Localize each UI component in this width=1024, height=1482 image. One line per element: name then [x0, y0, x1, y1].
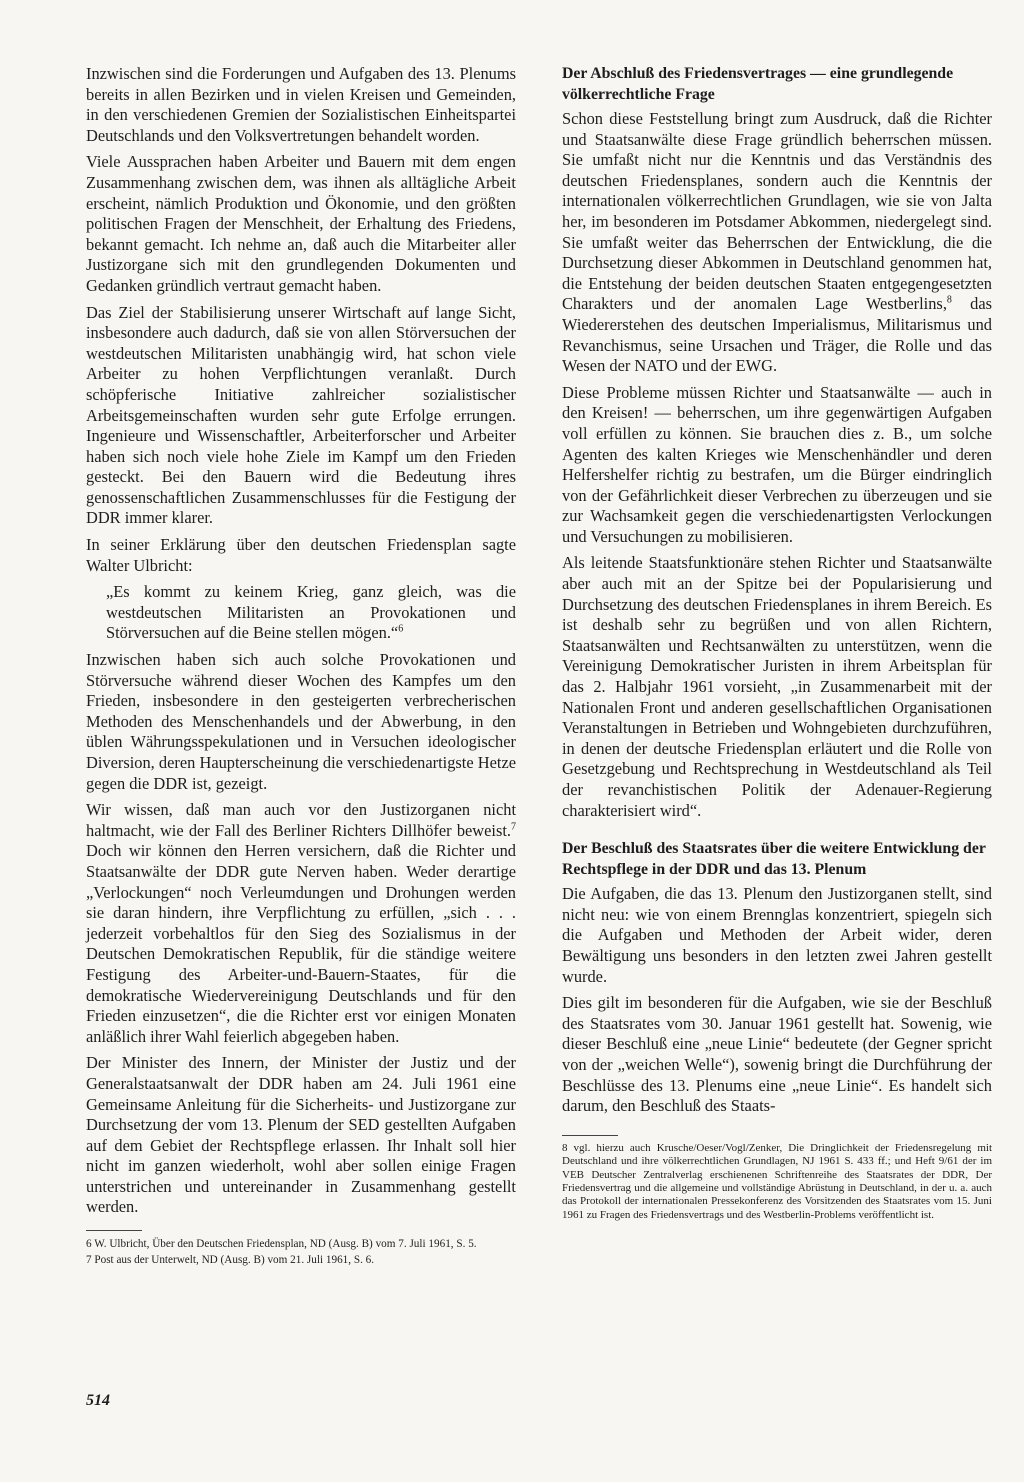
paragraph: Als leitende Staatsfunktionäre stehen Richter und Staatsanwälte aber auch mit an der Spitze bei der Popularisierung und Durchsetzung des deutschen Friedensplanes in ihrem Bereich. Es ist deshalb sehr zu begrüßen und von allen Richtern, Staatsanwälten und Rechtsanwälten zu unterstützen, wenn die Vereinigung Demokratischer Juristen in ihrem Arbeitsplan für das 2. Halbjahr 1961 vorsieht, „in Zusammenarbeit mit der Nationalen Front und anderen gesellschaftlichen Organisationen Veranstaltungen in Betrieben und Wohngebieten durchzuführen, in denen der deutsche Friedensplan erläutert und die Rolle von Gesetzgebung und Rechtsprechung in Westdeutschland als Teil der revanchistischen Politik der Adenauer-Regierung charakterisiert wird“.	[562, 553, 992, 820]
paragraph-text: Schon diese Feststellung bringt zum Ausdruck, daß die Richter und Staatsanwälte diese Frage gründlich beherrschen müssen. Sie umfaßt nicht nur die Kenntnis und das Verständnis des deutschen Friedensplanes, sondern auch die Kenntnis der internationalen völkerrechtlichen Grundlagen, wie sie von Jalta her, im besonderen im Potsdamer Abkommen, niedergelegt sind. Sie umfaßt weiter das Beherrschen der Entwicklung, die die Durchsetzung dieser Abkommen in Deutschland genommen hat, die Entstehung der beiden deutschen Staaten entgegengesetzten Charakters und der anomalen Lage Westberlins,	[562, 109, 992, 314]
paragraph	[86, 800, 516, 1047]
footnote-ref-7: 7	[511, 821, 516, 833]
paragraph: Die Aufgaben, die das 13. Plenum den Justizorganen stellt, sind nicht neu: wie von einem Brennglas konzentriert, spiegeln sich die Aufgaben und Methoden der Arbeit wider, deren Bewältigung uns besonders in den letzten zwei Jahren gestellt wurde.	[562, 884, 992, 986]
paragraph: Inzwischen sind die Forderungen und Aufgaben des 13. Plenums bereits in allen Bezirken und in vielen Kreisen und Gemeinden, in den verschiedenen Gremien der Sozialistischen Einheitspartei Deutschlands und den Volksvertretungen behandelt worden.	[86, 64, 516, 145]
paragraph: Diese Probleme müssen Richter und Staatsanwälte — auch in den Kreisen! — beherrschen, um ihre gegenwärtigen Aufgaben voll erfüllen zu können. Sie brauchen dies z. B., um solche Agenten des kalten Krieges wie Menschenhändler und deren Helfershelfer richtig zu bestrafen, um die Bürger eindringlich von der Gefährlichkeit dieser Verbrechen zu überzeugen und sie zur Wachsamkeit gegen die verschiedenartigsten Verlockungen und Versuchungen zu mobilisieren.	[562, 382, 992, 546]
section-heading: Der Beschluß des Staatsrates über die weitere Entwicklung der Rechtspflege in der DDR und das 13. Plenum	[562, 840, 986, 878]
footnote-8: 8 vgl. hierzu auch Krusche/Oeser/Vogl/Zenker, Die Dringlichkeit der Friedensregelung mit Deutschland und ihre völkerrechtlichen Grundlagen, NJ 1961 S. 433 ff.; und Heft 9/61 der im VEB Deutscher Zentralverlag erschienenen Schriftenreihe des Staatsrates der DDR, Der Friedensvertrag und die allgemeine und vollständige Abrüstung in Deutschland, in der u. a. auch das Protokoll der internationalen Pressekonferenz des Vorsitzenden des Staatsrates vom 15. Juni 1961 zu Fragen des Friedensvertrags und des Westberlin-Problems veröffentlicht ist.	[562, 1141, 992, 1221]
footnote-rule	[86, 1230, 142, 1231]
right-column	[562, 64, 992, 1224]
left-column	[86, 64, 516, 1270]
footnote-rule	[562, 1135, 618, 1136]
paragraph: Viele Aussprachen haben Arbeiter und Bauern mit dem engen Zusammenhang zwischen dem, was ihnen als alltägliche Arbeit erscheint, nämlich Produktion und Ökonomie, und den größten politischen Fragen der Menschheit, der Erhaltung des Friedens, bekannt gemacht. Ich nehme an, daß auch die Mitarbeiter aller Justizorgane sich mit den grundlegenden Dokumenten und Gedanken gründlich vertraut gemacht haben.	[86, 152, 516, 295]
footnote-7: 7 Post aus der Unterwelt, ND (Ausg. B) vom 21. Juli 1961, S. 6.	[86, 1254, 375, 1267]
footnote-6: 6 W. Ulbricht, Über den Deutschen Friedensplan, ND (Ausg. B) vom 7. Juli 1961, S. 5.	[86, 1238, 477, 1251]
paragraph: Dies gilt im besonderen für die Aufgaben, wie sie der Beschluß des Staatsrates vom 30. Januar 1961 gestellt hat. Sowenig, wie dieser Beschluß eine „neue Linie“ bedeutete (der Gegner spricht von der „weichen Welle“), sowenig bringt die Durchführung der Beschlüsse des 13. Plenums eine „neue Linie“. Es handelt sich darum, den Beschluß des Staats-	[562, 993, 992, 1116]
paragraph-text: Wir wissen, daß man auch vor den Justizorganen nicht haltmacht, wie der Fall des Berliner Richters Dillhöfer beweist.	[86, 800, 516, 840]
paragraph: Das Ziel der Stabilisierung unserer Wirtschaft auf lange Sicht, insbesondere auch dadurch, daß sie von allen Störversuchen der westdeutschen Militaristen unabhängig wird, hat schon viele Arbeiter zu hohen Verpflichtungen veranlaßt. Durch schöpferische Initiative zahlreicher sozialistischer Arbeitsgemeinschaften wurden sehr gute Erfolge errungen. Ingenieure und Wissenschaftler, Arbeiterforscher und Arbeiter haben sich noch viele hohe Ziele im Kampf um den Frieden gesteckt. Bei den Bauern wird die Bedeutung ihres genossenschaftlichen Zusammenschlusses für die Festigung der DDR immer klarer.	[86, 302, 516, 528]
paragraph: In seiner Erklärung über den deutschen Friedensplan sagte Walter Ulbricht:	[86, 535, 516, 575]
ulbricht-quote	[106, 582, 516, 644]
paragraph-text: Doch wir können den Herren versichern, daß die Richter und Staatsanwälte der DDR gute Nerven haben. Weder derartige „Verlockungen“ noch Verleumdungen und Drohungen werden sie daran hindern, ihre Verpflichtung zu erfüllen, „sich . . . jederzeit vorbehaltlos für den Sieg des Sozialismus in der Deutschen Demokratischen Republik, für die ständige weitere Festigung des Arbeiter-und-Bauern-Staates, für die demokratische Wiedervereinigung Deutschlands und für den Frieden einzusetzen“, die die Richter erst vor einigen Monaten anläßlich ihrer Wahl feierlich abgegeben haben.	[86, 841, 516, 1046]
paragraph: Inzwischen haben sich auch solche Provokationen und Störversuche während dieser Wochen des Kampfes um den Frieden, insbesondere in den gesteigerten verbrecherischen Methoden des Menschenhandels und der Abwerbung, in den üblen Währungsspekulationen und in Versuchen ideologischer Diversion, deren Haupterscheinung die verschiedenartigste Hetze gegen die DDR ist, gezeigt.	[86, 650, 516, 793]
footnote-ref-6: 6	[398, 623, 404, 635]
paragraph-text: das Wiedererstehen des deutschen Imperialismus, Militarismus und Revanchismus, seine Ursachen und Träger, die Rolle und das Wesen der NATO und der EWG.	[562, 294, 993, 376]
quote-text: „Es kommt zu keinem Krieg, ganz gleich, was die westdeutschen Militaristen an Provokationen und Störversuchen auf die Beine stellen mögen.“	[106, 582, 516, 643]
page-number: 514	[86, 1392, 110, 1409]
paragraph	[562, 109, 992, 377]
footnote-ref-8: 8	[946, 294, 952, 306]
paragraph: Der Minister des Innern, der Minister der Justiz und der Generalstaatsanwalt der DDR haben am 24. Juli 1961 eine Gemeinsame Anleitung für die Sicherheits- und Justizorgane zur Durchsetzung der vom 13. Plenum der SED gestellten Aufgaben auf dem Gebiet der Rechtspflege erlassen. Ihr Inhalt soll hier nicht im ganzen wiederholt, wohl aber sollen einige Fragen unterstrichen und untereinander in Zusammenhang gestellt werden.	[86, 1053, 516, 1217]
section-heading: Der Abschluß des Friedensvertrages — eine grundlegende völkerrechtliche Frage	[562, 65, 954, 103]
